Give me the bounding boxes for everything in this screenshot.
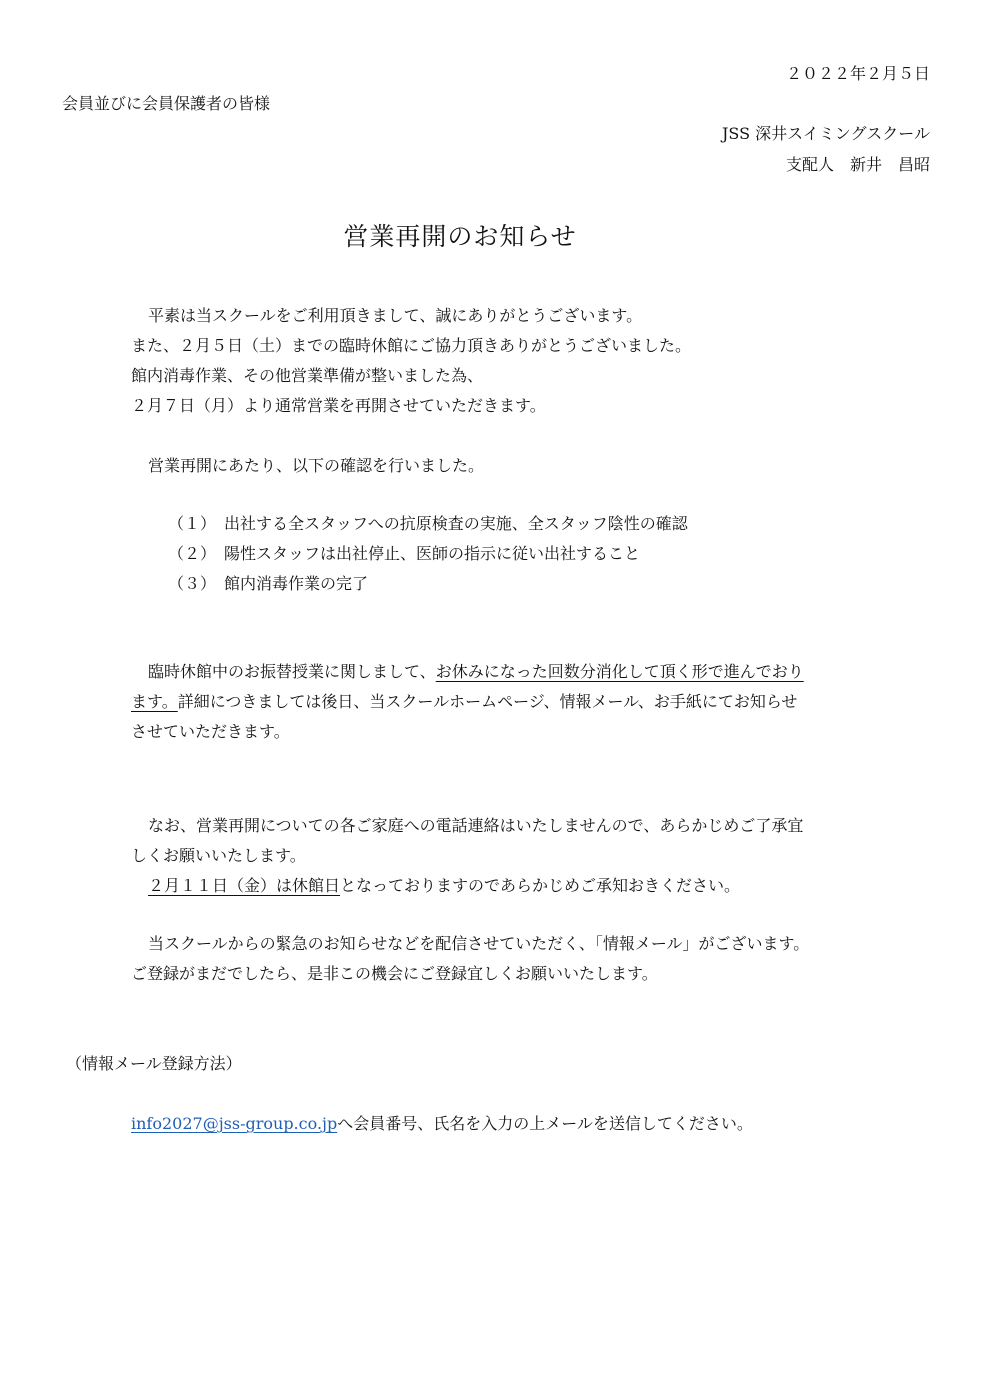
makeup-line-2	[131, 692, 797, 712]
intro-line-3: 館内消毒作業、その他営業準備が整いました為、	[131, 366, 484, 385]
check-number: （１）	[168, 514, 217, 533]
notice-line-2: しくお願いいたします。	[131, 846, 306, 865]
sender-name: 支配人 新井 昌昭	[785, 155, 930, 174]
makeup-line-3: させていただきます。	[131, 722, 290, 741]
holiday-date-underlined: ２月１１日（金）は休館日	[148, 876, 341, 895]
sender-organization: JSS 深井スイミングスクール	[721, 124, 930, 143]
makeup-underlined-text-end: ます。	[131, 692, 178, 711]
intro-line-4: ２月７日（月）より通常営業を再開させていただきます。	[131, 396, 546, 415]
notice-line-1: なお、営業再開についての各ご家庭への電話連絡はいたしませんので、あらかじめご了承宜	[148, 816, 804, 835]
check-text: 館内消毒作業の完了	[224, 574, 369, 593]
document-title: 営業再開のお知らせ	[343, 222, 577, 251]
check-item-2	[168, 544, 640, 564]
intro-line-1: 平素は当スクールをご利用頂きまして、誠にありがとうございます。	[148, 306, 643, 325]
registration-heading: （情報メール登録方法）	[66, 1054, 242, 1073]
makeup-underlined-text: お休みになった回数分消化して頂く形で進んでおり	[435, 662, 804, 681]
mail-info-line-2: ご登録がまだでしたら、是非この機会にご登録宜しくお願いいたします。	[131, 964, 658, 983]
mail-info-line-1: 当スクールからの緊急のお知らせなどを配信させていただく、「情報メール」がございます。	[148, 934, 810, 953]
check-text: 陽性スタッフは出社停止、医師の指示に従い出社すること	[224, 544, 641, 563]
makeup-line-1	[148, 662, 804, 682]
intro-line-2: また、２月５日（土）までの臨時休館にご協力頂きありがとうございました。	[131, 336, 692, 355]
makeup-plain-text: 臨時休館中のお振替授業に関しまして、	[148, 662, 436, 681]
registration-instruction: へ会員番号、氏名を入力の上メールを送信してください。	[337, 1114, 753, 1133]
holiday-rest-text: となっておりますのであらかじめご承知おきください。	[340, 876, 741, 895]
registration-line	[131, 1114, 753, 1134]
checks-intro: 営業再開にあたり、以下の確認を行いました。	[148, 456, 485, 475]
recipient-line: 会員並びに会員保護者の皆様	[62, 94, 271, 113]
check-item-1	[168, 514, 688, 534]
check-text: 出社する全スタッフへの抗原検査の実施、全スタッフ陰性の確認	[224, 514, 688, 533]
email-link[interactable]: info2027@jss-group.co.jp	[131, 1114, 338, 1133]
makeup-details-text: 詳細につきましては後日、当スクールホームページ、情報メール、お手紙にてお知らせ	[177, 692, 798, 711]
check-number: （２）	[168, 544, 217, 563]
document-date: ２０２２年２月５日	[785, 64, 930, 83]
holiday-line	[148, 876, 740, 896]
check-number: （３）	[168, 574, 217, 593]
check-item-3	[168, 574, 368, 594]
